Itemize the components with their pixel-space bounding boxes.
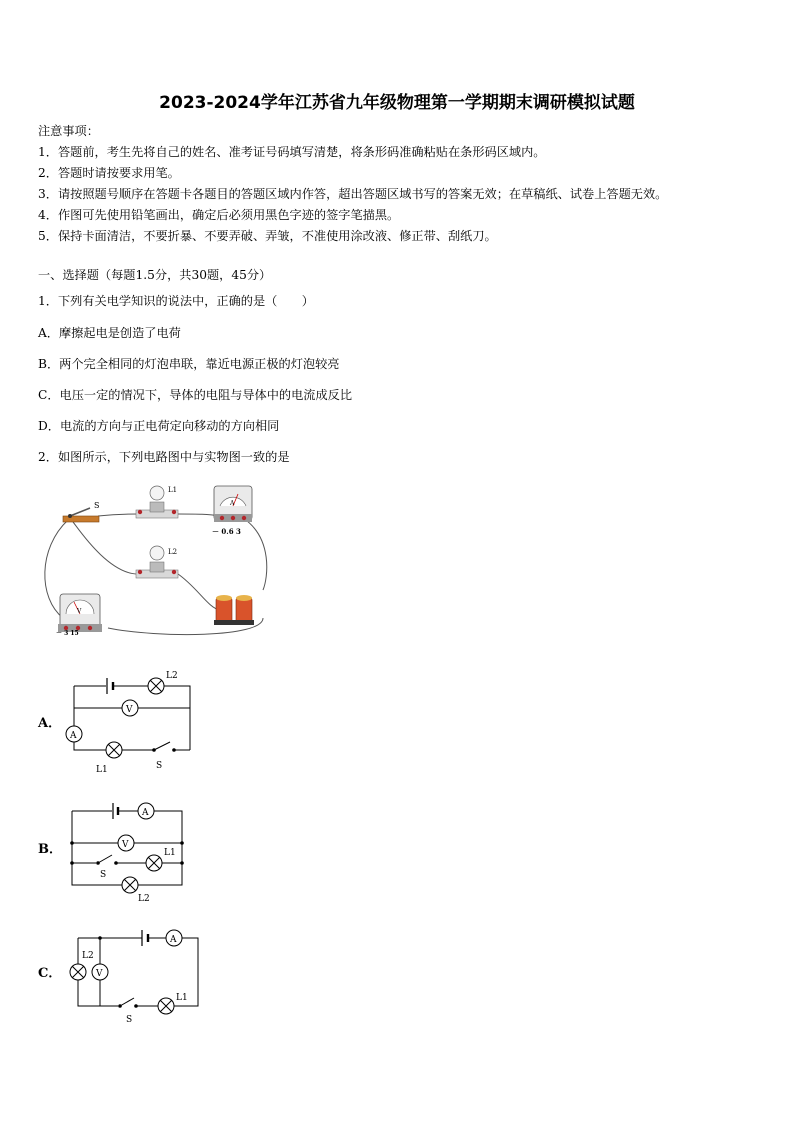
lamp-l2-component	[136, 546, 178, 578]
battery-component	[214, 595, 254, 625]
voltmeter-face-label: V	[77, 608, 82, 615]
switch-component	[63, 501, 99, 522]
switch-label: S	[100, 870, 107, 880]
note-item: 2．答题时请按要求用笔。	[38, 166, 180, 180]
lamp-l1-symbol	[158, 993, 188, 1014]
ammeter-symbol	[138, 803, 154, 819]
lamp-l2-label: L2	[82, 951, 94, 961]
q2-option-c-label: C．	[38, 966, 62, 981]
note-item: 1．答题前，考生先将自己的姓名、准考证号码填写清楚，将条形码准确粘贴在条形码区域内。	[38, 145, 546, 159]
lamp-l1-label: L1	[164, 848, 176, 858]
lamp-l2-symbol	[122, 877, 150, 904]
voltmeter-terminal-label: － 3 15	[56, 630, 79, 637]
switch-symbol	[118, 998, 138, 1025]
q1-option-c: C．电压一定的情况下，导体的电阻与导体中的电流成反比	[38, 388, 353, 402]
notes-heading: 注意事项：	[38, 124, 99, 138]
lamp-l2-label: L2	[166, 671, 178, 681]
voltmeter-symbol	[118, 835, 134, 851]
q1-option-b: B．两个完全相同的灯泡串联，靠近电源正极的灯泡较亮	[38, 357, 340, 371]
circuit-diagram-a	[58, 670, 198, 780]
voltmeter-symbol	[92, 964, 108, 980]
circuit-diagram-b	[60, 795, 200, 905]
lamp-l1-label: L1	[168, 486, 178, 494]
voltmeter-label: V	[96, 969, 103, 979]
question-1-stem: 1．下列有关电学知识的说法中，正确的是（ ）	[38, 294, 314, 308]
physical-circuit-figure	[38, 478, 278, 638]
lamp-l2-symbol	[148, 671, 178, 694]
lamp-l1-symbol	[96, 742, 122, 775]
q2-option-b-label: B．	[38, 842, 62, 857]
q1-option-d: D．电流的方向与正电荷定向移动的方向相同	[38, 419, 280, 433]
ammeter-symbol	[66, 726, 82, 742]
switch-label: S	[126, 1015, 133, 1025]
lamp-l1-label: L1	[96, 765, 108, 775]
ammeter-face-label: A	[230, 500, 235, 507]
ammeter-terminal-label: － 0.6 3	[212, 527, 241, 536]
note-item: 5．保持卡面清洁，不要折暴、不要弄破、弄皱，不准使用涂改液、修正带、刮纸刀。	[38, 229, 497, 243]
lamp-l1-label: L1	[176, 993, 188, 1003]
ammeter-label: A	[142, 808, 149, 818]
question-2-stem: 2．如图所示，下列电路图中与实物图一致的是	[38, 450, 290, 464]
q2-option-a-label: A．	[38, 716, 62, 731]
note-item: 4．作图可先使用铅笔画出，确定后必须用黑色字迹的签字笔描黑。	[38, 208, 400, 222]
ammeter-symbol	[166, 930, 182, 946]
switch-symbol	[96, 855, 118, 880]
q1-option-a: A．摩擦起电是创造了电荷	[38, 326, 181, 340]
note-item: 3．请按照题号顺序在答题卡各题目的答题区域内作答，超出答题区域书写的答案无效；在草稿纸、试卷上答题无效。	[38, 187, 668, 201]
circuit-diagram-c	[62, 922, 212, 1032]
switch-symbol	[152, 742, 176, 771]
lamp-l1-symbol	[146, 848, 176, 871]
lamp-l2-label: L2	[138, 894, 150, 904]
lamp-l2-label: L2	[168, 548, 178, 556]
page-title: 2023-2024学年江苏省九年级物理第一学期期末调研模拟试题	[159, 93, 635, 113]
voltmeter-component	[56, 594, 102, 637]
ammeter-label: A	[70, 731, 77, 741]
voltmeter-label: V	[126, 705, 133, 715]
voltmeter-symbol	[122, 700, 138, 716]
voltmeter-label: V	[122, 840, 129, 850]
ammeter-label: A	[170, 935, 177, 945]
section-heading: 一、选择题（每题1.5分，共30题，45分）	[38, 268, 272, 282]
switch-label: S	[94, 501, 100, 510]
switch-label: S	[156, 761, 163, 771]
lamp-l2-symbol	[70, 951, 94, 980]
lamp-l1-component	[136, 486, 178, 518]
ammeter-component	[212, 486, 252, 536]
